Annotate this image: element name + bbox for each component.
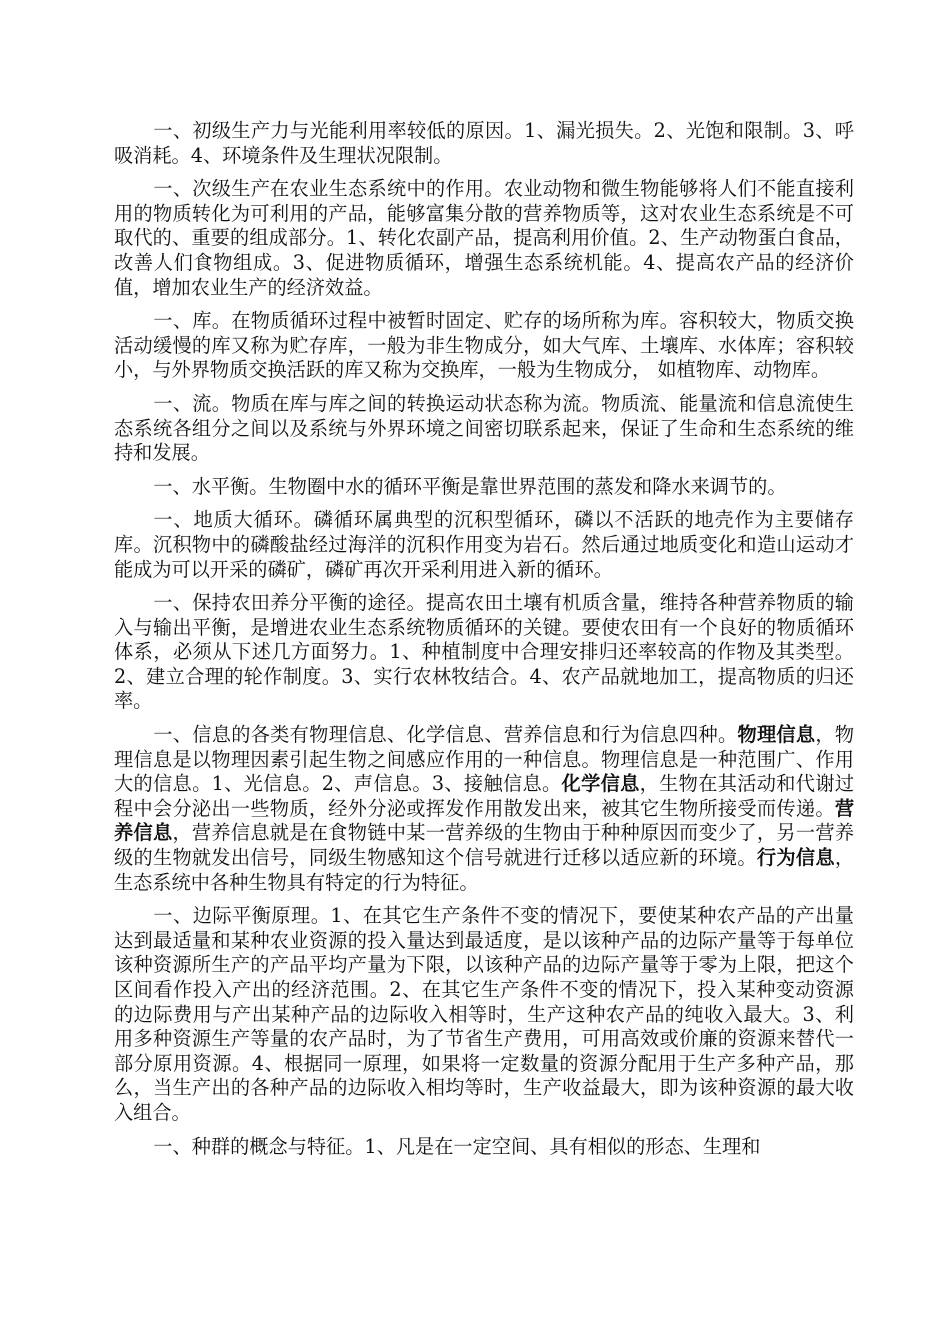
- bold-term: 化学信息: [561, 772, 640, 796]
- paragraph: [114, 904, 854, 1125]
- paragraph: [114, 475, 854, 500]
- bold-term: 行为信息: [756, 846, 835, 870]
- paragraph-text: 一、边际平衡原理。1、在其它生产条件不变的情况下，要使某种农产品的产出量达到最适量和某种农业资源的投入量达到最适度，是以该种产品的边际产量等于每单位该种资源所生产的产品平均产量为下限，以该种产品的边际产量等于零为上限，把这个区间看作投入产出的经济范围。2、在其它生产条件不变的情况下，投入某种变动资源的边际费用与产出某种产品的边际收入相等时，生产这种农产品的纯收入最大。3、利用多种资源生产等量的农产品时，为了节省生产费用，可用高效或价廉的资源来替代一部分原用资源。4、根据同一原理，如果将一定数量的资源分配用于生产多种产品，那么，当生产出的各种产品的边际收入相均等时，生产收益最大，即为该种资源的最大收入组合。: [114, 904, 854, 1124]
- paragraph: [114, 309, 854, 383]
- paragraph-text: ，物理信息是以物理因素引起生物之间感应作用的一种信息。物理信息是一种范围广、作用大的信息。1、光信息。2、声信息。3、接触信息。: [114, 723, 855, 796]
- paragraph-text: ，生物在其活动和代谢过程中会分泌出一些物质，经外分泌或挥发作用散发出来，被其它生物所接受而传递。: [114, 772, 855, 820]
- paragraph-text: 一、保持农田养分平衡的途径。提高农田土壤有机质含量，维持各种营养物质的输入与输出平衡，是增进农业生态系统物质循环的关键。要使农田有一个良好的物质循环体系，必须从下述几方面努力。1、种植制度中合理安排归还率较高的作物及其类型。2、建立合理的轮作制度。3、实行农林牧结合。4、农产品就地加工，提高物质的归还率。: [114, 591, 854, 713]
- paragraph-text: 一、库。在物质循环过程中被暂时固定、贮存的场所称为库。容积较大，物质交换活动缓慢的库又称为贮存库，一般为非生物成分，如大气库、土壤库、水体库；容积较小，与外界物质交换活跃的库又称为交换库，一般为生物成分， 如植物库、动物库。: [114, 309, 854, 382]
- paragraph: [114, 392, 854, 466]
- bold-term: 物理信息: [737, 723, 816, 747]
- paragraph: [114, 1135, 854, 1160]
- bold-term: 营养信息: [114, 796, 854, 845]
- paragraph: [114, 177, 854, 300]
- paragraph-text: 一、信息的各类有物理信息、化学信息、营养信息和行为信息四种。: [153, 723, 738, 747]
- paragraph-text: ，营养信息就是在食物链中某一营养级的生物由于种种原因而变少了，另一营养级的生物就发出信号，同级生物感知这个信号就进行迁移以适应新的环境。: [114, 821, 855, 870]
- paragraph-text: ，生态系统中各种生物具有特定的行为特征。: [114, 846, 855, 894]
- paragraph: [114, 723, 854, 895]
- paragraph: [114, 591, 854, 714]
- paragraph: [114, 119, 854, 168]
- paragraph-text: 一、种群的概念与特征。1、凡是在一定空间、具有相似的形态、生理和: [153, 1134, 761, 1158]
- paragraph-text: 一、水平衡。生物圈中水的循环平衡是靠世界范围的蒸发和降水来调节的。: [153, 474, 787, 498]
- paragraph-text: 一、初级生产力与光能利用率较低的原因。1、漏光损失。2、光饱和限制。3、呼吸消耗。4、环境条件及生理状况限制。: [114, 119, 854, 167]
- paragraph-text: 一、流。物质在库与库之间的转换运动状态称为流。物质流、能量流和信息流使生态系统各组分之间以及系统与外界环境之间密切联系起来，保证了生命和生态系统的维持和发展。: [114, 391, 854, 465]
- paragraph-text: 一、地质大循环。磷循环属典型的沉积型循环，磷以不活跃的地壳作为主要储存库。沉积物中的磷酸盐经过海洋的沉积作用变为岩石。然后通过地质变化和造山运动才能成为可以开采的磷矿，磷矿再次开采利用进入新的循环。: [114, 508, 854, 581]
- paragraph-text: 一、次级生产在农业生态系统中的作用。农业动物和微生物能够将人们不能直接利用的物质转化为可利用的产品，能够富集分散的营养物质等，这对农业生态系统是不可取代的、重要的组成部分。1、转化农副产品，提高利用价值。2、生产动物蛋白食品，改善人们食物组成。3、促进物质循环，增强生态系统机能。4、提高农产品的经济价值，增加农业生产的经济效益。: [114, 177, 854, 299]
- document-body: [114, 119, 854, 1168]
- paragraph: [114, 508, 854, 582]
